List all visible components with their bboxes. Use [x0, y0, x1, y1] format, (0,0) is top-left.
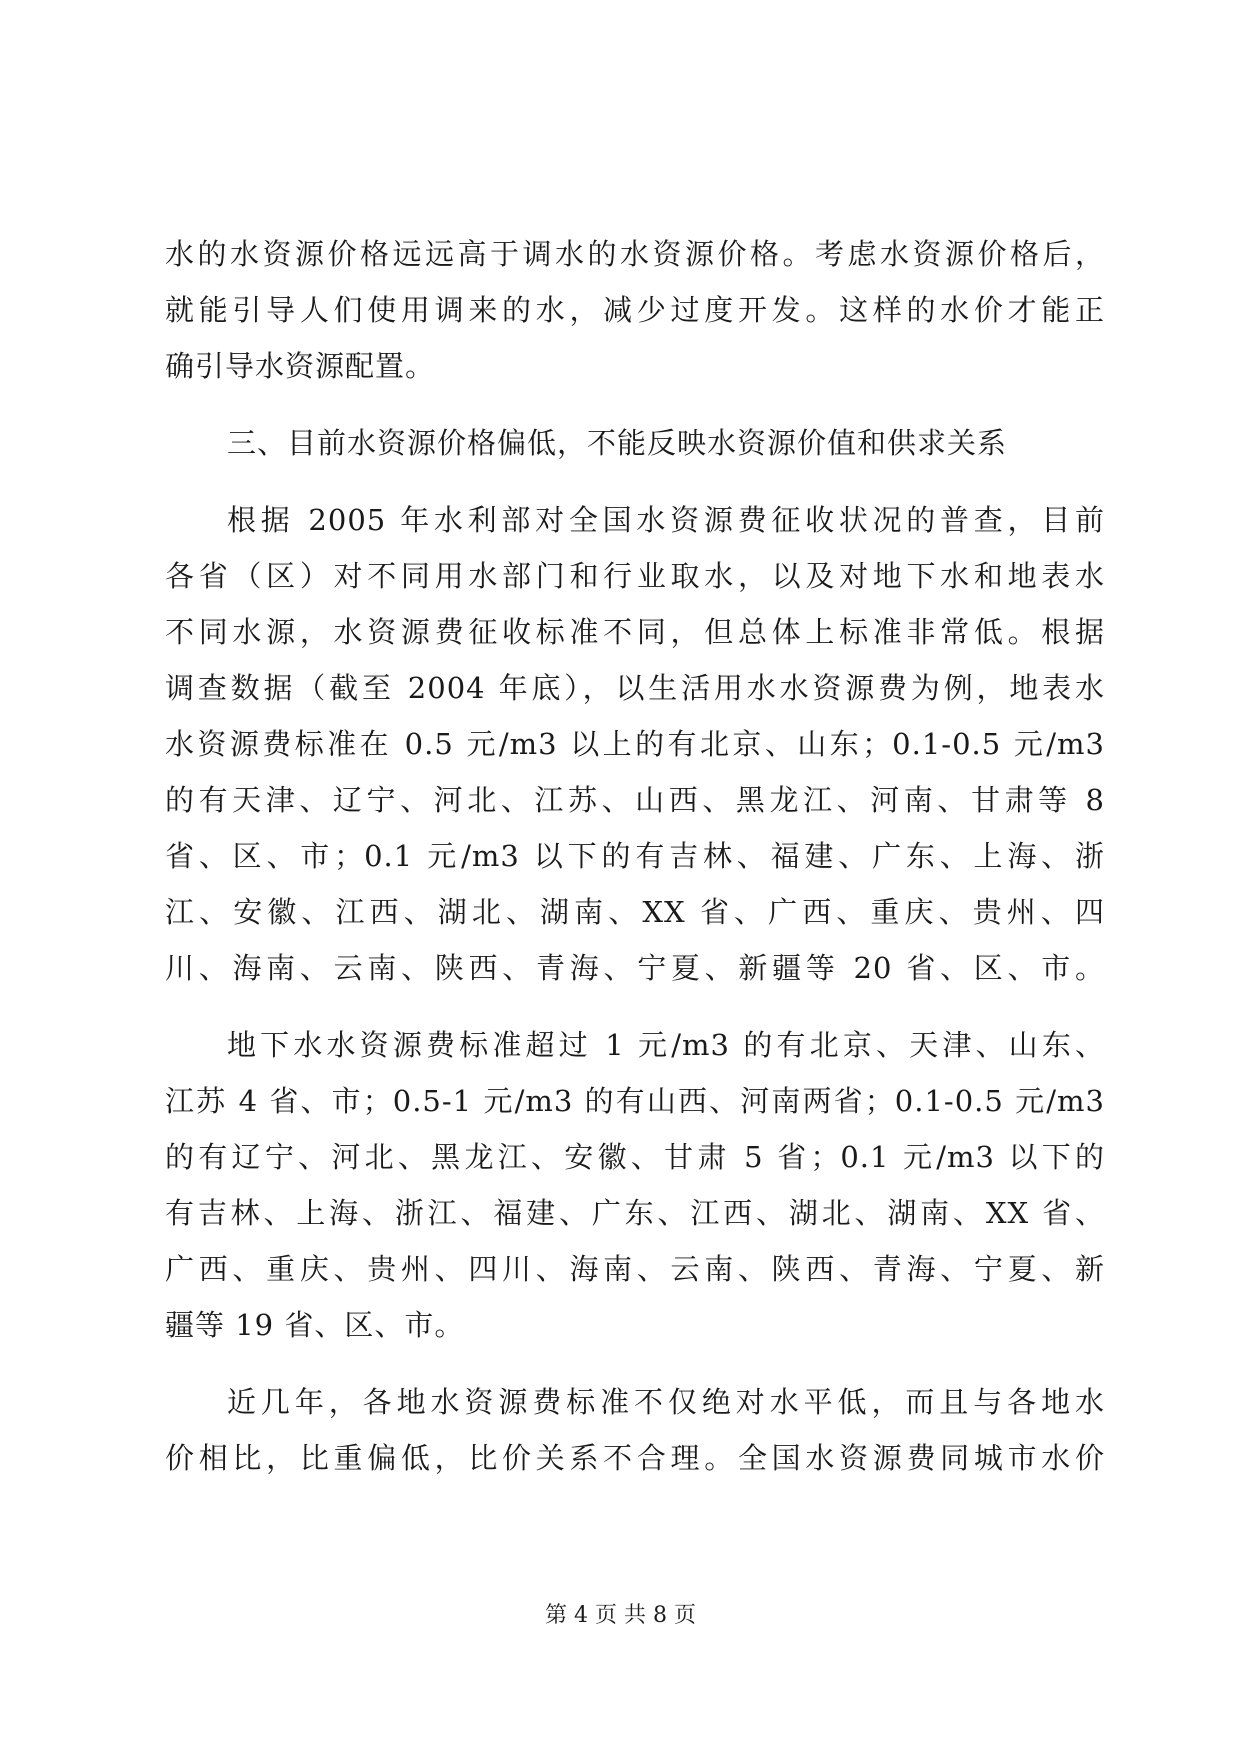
page-number-footer: 第 4 页 共 8 页 [545, 1603, 696, 1628]
paragraph-1-line-2: 就能引导人们使用调来的水，减少过度开发。这样的水价才能正 [165, 293, 1105, 327]
paragraph-1-line-1: 水的水资源价格远远高于调水的水资源价格。考虑水资源价格后， [165, 237, 1105, 271]
paragraph-4-line-4: 有吉林、上海、浙江、福建、广东、江西、湖北、湖南、XX 省、 [165, 1196, 1105, 1230]
paragraph-5-line-1: 近几年，各地水资源费标准不仅绝对水平低，而且与各地水 [227, 1385, 1105, 1419]
paragraph-4-line-5: 广西、重庆、贵州、四川、海南、云南、陕西、青海、宁夏、新 [165, 1252, 1105, 1286]
paragraph-4-line-2: 江苏 4 省、市；0.5-1 元/m3 的有山西、河南两省；0.1-0.5 元/m3 [165, 1084, 1105, 1118]
paragraph-3-line-2: 各省（区）对不同用水部门和行业取水，以及对地下水和地表水 [165, 559, 1105, 593]
paragraph-3-line-7: 省、区、市；0.1 元/m3 以下的有吉林、福建、广东、上海、浙 [165, 839, 1105, 873]
paragraph-4-line-1: 地下水水资源费标准超过 1 元/m3 的有北京、天津、山东、 [227, 1028, 1105, 1062]
section-heading-3: 三、目前水资源价格偏低，不能反映水资源价值和供求关系 [227, 426, 1008, 460]
paragraph-3-line-5: 水资源费标准在 0.5 元/m3 以上的有北京、山东；0.1-0.5 元/m3 [165, 727, 1105, 761]
paragraph-3-line-4: 调查数据（截至 2004 年底），以生活用水水资源费为例，地表水 [165, 671, 1105, 705]
paragraph-3-line-6: 的有天津、辽宁、河北、江苏、山西、黑龙江、河南、甘肃等 8 [165, 783, 1105, 817]
document-body [165, 226, 1105, 1486]
paragraph-3-line-1: 根据 2005 年水利部对全国水资源费征收状况的普查，目前 [227, 503, 1105, 537]
paragraph-5-line-2: 价相比，比重偏低，比价关系不合理。全国水资源费同城市水价 [165, 1441, 1105, 1475]
paragraph-3-line-9: 川、海南、云南、陕西、青海、宁夏、新疆等 20 省、区、市。 [165, 951, 1105, 985]
paragraph-3-line-3: 不同水源，水资源费征收标准不同，但总体上标准非常低。根据 [165, 615, 1105, 649]
paragraph-4-line-6: 疆等 19 省、区、市。 [165, 1308, 465, 1342]
paragraph-4-line-3: 的有辽宁、河北、黑龙江、安徽、甘肃 5 省；0.1 元/m3 以下的 [165, 1140, 1105, 1174]
paragraph-3-line-8: 江、安徽、江西、湖北、湖南、XX 省、广西、重庆、贵州、四 [165, 895, 1105, 929]
paragraph-1-line-3: 确引导水资源配置。 [165, 349, 436, 383]
